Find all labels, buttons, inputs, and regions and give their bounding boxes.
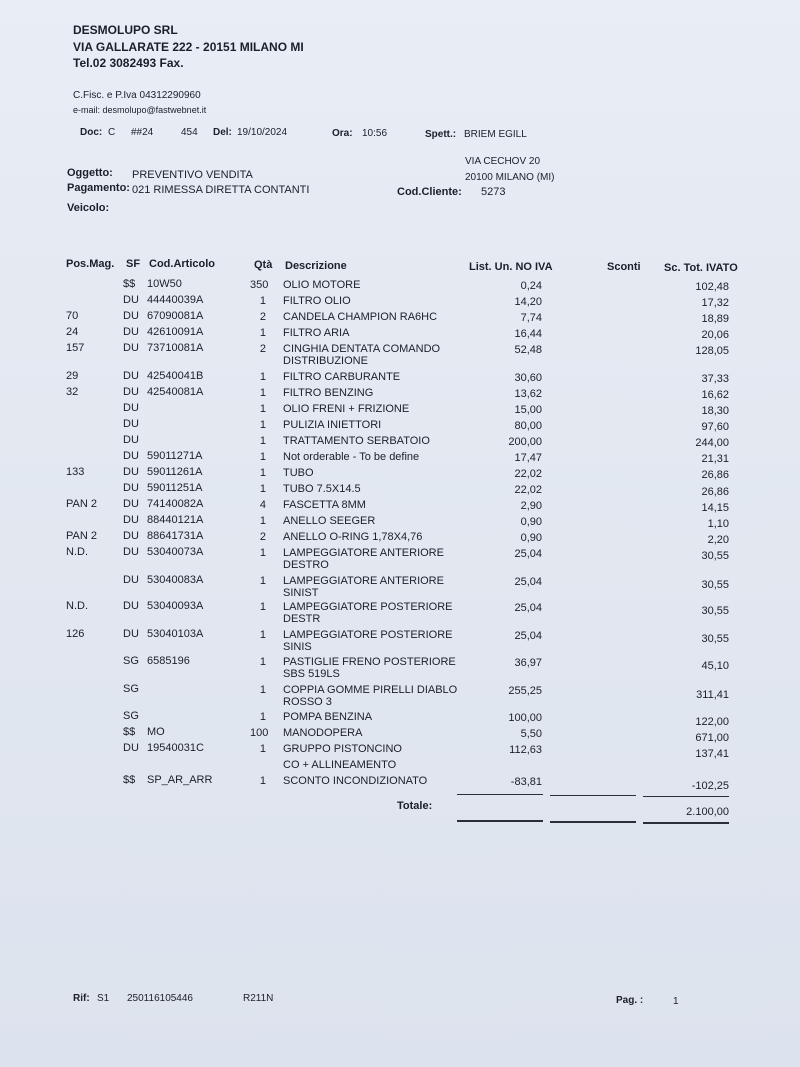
row-descrizione [283,515,375,527]
row-list-price: 7,74 [520,312,542,324]
row-total: 30,55 [701,633,729,645]
row-descrizione-line1: CO + ALLINEAMENTO [283,759,397,771]
row-total: 37,33 [701,373,729,385]
row-descrizione-line1: PASTIGLIE FRENO POSTERIORE [283,656,456,668]
rif-code: S1 [97,993,110,1004]
row-total: -102,25 [691,780,729,792]
row-list-price: 25,04 [514,630,542,642]
row-sf: DU [123,310,139,322]
rif-number: 250116105446 [127,993,193,1004]
row-descrizione [283,629,453,653]
row-descrizione [283,743,402,755]
row-pos-mag: 29 [66,370,79,382]
row-descrizione-line1: TUBO [283,467,314,479]
cod-cliente-value: 5273 [481,186,506,198]
row-list-price: 16,44 [514,328,542,340]
row-qta: 1 [259,711,266,723]
row-qta: 2 [259,343,266,355]
row-descrizione-line1: OLIO FRENI + FRIZIONE [283,403,410,415]
row-cod-articolo: 53040073A [147,546,204,558]
row-total: 17,32 [701,297,729,309]
doc-code: 454 [181,127,198,138]
row-cod-articolo: 42540041B [147,370,204,382]
totale-label: Totale: [397,800,433,812]
row-total: 2,20 [707,534,729,546]
row-descrizione [283,419,381,431]
row-descrizione [283,467,314,479]
col-sconti-header: Sconti [607,261,641,273]
row-qta: 1 [259,515,266,527]
table-row [0,342,800,372]
row-cod-articolo: 6585196 [147,655,190,667]
row-list-price: 17,47 [514,452,542,464]
row-descrizione-line1: FILTRO BENZING [283,387,374,399]
row-cod-articolo: 53040093A [147,600,204,612]
row-descrizione-line1: ANELLO O-RING 1,78X4,76 [283,531,423,543]
oggetto-label: Oggetto: [67,167,113,179]
pagamento-label: Pagamento: [67,182,130,194]
row-cod-articolo: 59011251A [147,482,203,494]
row-descrizione [283,684,457,708]
row-descrizione [283,387,373,399]
row-descrizione-line2: ROSSO 3 [283,696,332,708]
total-rule-list [457,820,543,822]
row-total: 30,55 [701,550,729,562]
row-descrizione-line2: SBS 519LS [283,668,340,680]
row-total: 20,06 [701,329,729,341]
col-desc-header: Descrizione [285,260,347,272]
row-descrizione-line1: POMPA BENZINA [283,711,373,723]
page-label: Pag. : [616,995,644,1006]
row-list-price: 25,04 [514,602,542,614]
row-qta: 1 [259,775,266,787]
row-total: 18,30 [701,405,729,417]
row-descrizione-line2: DESTR [283,613,321,625]
row-sf: SG [123,655,139,667]
row-sf: DU [123,742,139,754]
row-descrizione [283,371,400,383]
row-sf: $$ [123,726,136,738]
row-list-price: 0,90 [520,532,542,544]
row-qta: 1 [259,387,266,399]
row-descrizione [283,327,349,339]
row-qta: 1 [259,575,266,587]
row-pos-mag: PAN 2 [66,530,97,542]
row-sf: DU [123,450,139,462]
row-qta: 1 [259,684,266,696]
row-cod-articolo: 88440121A [147,514,204,526]
row-descrizione [283,575,444,599]
company-address: VIA GALLARATE 222 - 20151 MILANO MI [73,40,304,54]
totale-value: 2.100,00 [686,806,729,818]
customer-city: 20100 MILANO (MI) [465,172,555,183]
row-qta: 1 [259,743,266,755]
row-total: 137,41 [695,748,729,760]
row-descrizione [283,403,409,415]
customer-name: BRIEM EGILL [464,129,527,140]
row-pos-mag: 126 [66,628,85,640]
row-sf: DU [123,326,139,338]
row-sf: DU [123,546,139,558]
row-list-price: 22,02 [514,468,542,480]
row-descrizione-line2: SINIST [283,587,319,599]
row-descrizione-line1: Not orderable - To be define [283,451,420,463]
rif-label: Rif: [73,993,90,1004]
row-list-price: 22,02 [514,484,542,496]
row-descrizione-line1: PULIZIA INIETTORI [283,419,382,431]
row-cod-articolo: 88641731A [147,530,204,542]
row-pos-mag: 24 [66,326,79,338]
row-qta: 1 [259,629,266,641]
row-sf: DU [123,370,139,382]
oggetto-value: PREVENTIVO VENDITA [132,169,253,181]
row-descrizione-line1: CINGHIA DENTATA COMANDO [283,343,441,355]
row-qta: 1 [259,371,266,383]
row-qta: 1 [259,451,266,463]
company-email: e-mail: desmolupo@fastwebnet.it [73,105,207,115]
row-total: 18,89 [701,313,729,325]
row-list-price: 2,90 [520,500,542,512]
row-descrizione-line1: SCONTO INCONDIZIONATO [283,775,428,787]
company-name: DESMOLUPO SRL [73,23,178,37]
doc-time: 10:56 [362,128,388,139]
row-total: 311,41 [696,689,729,701]
row-qta: 1 [259,601,266,613]
row-total: 671,00 [695,732,729,744]
row-descrizione [283,451,419,463]
row-descrizione-line1: GRUPPO PISTONCINO [283,743,402,755]
rif-extra: R211N [243,993,274,1004]
row-list-price: 25,04 [514,576,542,588]
row-sf: DU [123,498,139,510]
row-qta: 1 [259,467,266,479]
row-total: 244,00 [695,437,729,449]
row-descrizione-line2: DESTRO [283,559,329,571]
row-cod-articolo: 42540081A [147,386,204,398]
row-cod-articolo: 67090081A [147,310,204,322]
row-sf: $$ [123,278,136,290]
row-total: 97,60 [701,421,729,433]
row-descrizione-line2: DISTRIBUZIONE [283,355,368,367]
row-descrizione-line1: FASCETTA 8MM [283,499,366,511]
row-total: 1,10 [707,518,729,530]
total-rule-sconti [550,821,636,823]
row-descrizione-line1: LAMPEGGIATORE POSTERIORE [283,601,453,613]
row-sf: $$ [123,774,136,786]
row-qta: 1 [259,483,266,495]
row-list-price: 5,50 [520,728,542,740]
row-qta: 4 [259,499,266,511]
row-list-price: 52,48 [514,344,542,356]
row-list-price: 255,25 [508,685,542,697]
row-sf: DU [123,530,139,542]
row-cod-articolo: 53040103A [147,628,204,640]
row-sf: DU [123,628,139,640]
row-total: 128,05 [695,345,729,357]
doc-number: ##24 [131,127,154,138]
doc-label: Doc: [80,127,103,138]
row-list-price: 80,00 [514,420,542,432]
row-descrizione [283,601,453,625]
col-qta-header: Qtà [254,259,273,271]
row-list-price: 112,63 [509,744,542,756]
date-label: Del: [213,127,232,138]
row-total: 21,31 [701,453,729,465]
row-list-price: 15,00 [514,404,542,416]
row-descrizione [283,483,361,495]
row-sf: DU [123,466,139,478]
row-sf: DU [123,294,139,306]
row-total: 26,86 [701,486,729,498]
row-sf: DU [123,418,139,430]
row-cod-articolo: 59011271A [147,450,203,462]
table-row [0,655,800,685]
row-sf: DU [123,342,139,354]
row-descrizione [283,311,437,323]
row-descrizione [283,656,456,680]
row-descrizione [283,343,440,367]
row-descrizione-line1: ANELLO SEEGER [283,515,376,527]
row-qta: 2 [259,311,266,323]
row-descrizione [283,727,362,739]
row-descrizione [283,279,360,291]
row-descrizione-line1: LAMPEGGIATORE POSTERIORE [283,629,453,641]
row-list-price: 14,20 [514,296,542,308]
row-list-price: 25,04 [514,548,542,560]
col-pos-header: Pos.Mag. [66,258,115,270]
row-descrizione [283,775,427,787]
row-sf: SG [123,710,139,722]
doc-type: C [108,127,116,138]
col-cod-header: Cod.Articolo [149,258,215,270]
row-qta: 350 [250,279,269,291]
row-descrizione-line1: FILTRO CARBURANTE [283,371,401,383]
row-sf: SG [123,683,139,695]
total-rule-tot [643,822,729,824]
row-total: 30,55 [701,605,729,617]
row-descrizione-line1: COPPIA GOMME PIRELLI DIABLO [283,684,458,696]
row-sf: DU [123,482,139,494]
row-cod-articolo: MO [147,726,165,738]
row-descrizione [283,547,444,571]
row-descrizione-line2: SINIS [283,641,312,653]
row-list-price: 30,60 [514,372,542,384]
row-total: 26,86 [701,469,729,481]
row-pos-mag: 70 [66,310,79,322]
customer-street: VIA CECHOV 20 [465,156,541,167]
row-list-price: 200,00 [508,436,542,448]
row-sf: DU [123,434,139,446]
row-sf: DU [123,574,139,586]
table-row [0,683,800,713]
row-list-price: 0,24 [520,280,542,292]
row-descrizione-line1: FILTRO ARIA [283,327,350,339]
row-qta: 1 [259,295,266,307]
row-list-price: 36,97 [514,657,542,669]
row-total: 14,15 [701,502,729,514]
row-descrizione [283,499,366,511]
row-list-price: 13,62 [514,388,542,400]
row-qta: 1 [259,419,266,431]
row-pos-mag: 133 [66,466,85,478]
row-qta: 1 [259,435,266,447]
row-pos-mag: PAN 2 [66,498,97,510]
row-descrizione-line1: OLIO MOTORE [283,279,361,291]
page-number: 1 [673,996,679,1007]
row-sf: DU [123,514,139,526]
row-total: 30,55 [701,579,729,591]
row-qta: 1 [259,327,266,339]
row-cod-articolo: 10W50 [147,278,182,290]
col-sf-header: SF [126,258,141,270]
row-total: 122,00 [695,716,729,728]
row-qta: 1 [259,656,266,668]
row-sf: DU [123,386,139,398]
col-list-header: List. Un. NO IVA [469,261,553,273]
subtotal-rule-sconti [550,795,636,796]
row-cod-articolo: SP_AR_ARR [147,774,213,786]
row-qta: 1 [259,403,266,415]
row-list-price: -83,81 [510,776,542,788]
row-total: 102,48 [695,281,729,293]
row-cod-articolo: 44440039A [147,294,204,306]
row-qta: 100 [250,727,269,739]
row-descrizione-line1: LAMPEGGIATORE ANTERIORE [283,575,444,587]
doc-date: 19/10/2024 [237,127,288,138]
row-descrizione-line1: FILTRO OLIO [283,295,351,307]
company-vat: C.Fisc. e P.Iva 04312290960 [73,90,201,101]
row-cod-articolo: 59011261A [147,466,203,478]
row-pos-mag: N.D. [66,600,88,612]
row-descrizione-line1: MANODOPERA [283,727,363,739]
row-sf: DU [123,600,139,612]
time-label: Ora: [332,128,353,139]
row-pos-mag: 32 [66,386,79,398]
row-qta: 1 [259,547,266,559]
row-descrizione [283,711,372,723]
row-descrizione [283,759,396,771]
row-total: 45,10 [701,660,729,672]
row-cod-articolo: 42610091A [147,326,204,338]
row-descrizione-line1: TUBO 7.5X14.5 [283,483,361,495]
row-descrizione-line1: TRATTAMENTO SERBATOIO [283,435,430,447]
row-pos-mag: N.D. [66,546,88,558]
subtotal-rule-list [457,794,543,795]
row-total: 16,62 [701,389,729,401]
spett-label: Spett.: [425,129,457,140]
col-tot-header: Sc. Tot. IVATO [664,262,738,274]
row-descrizione-line1: LAMPEGGIATORE ANTERIORE [283,547,444,559]
cod-cliente-label: Cod.Cliente: [397,186,462,198]
row-cod-articolo: 73710081A [147,342,204,354]
row-cod-articolo: 19540031C [147,742,204,754]
row-pos-mag: 157 [66,342,85,354]
veicolo-label: Veicolo: [67,202,110,214]
subtotal-rule-tot [643,796,729,797]
row-descrizione [283,531,422,543]
row-cod-articolo: 53040083A [147,574,204,586]
row-list-price: 0,90 [520,516,542,528]
row-descrizione [283,435,430,447]
table-row [0,600,800,630]
row-qta: 2 [259,531,266,543]
row-list-price: 100,00 [508,712,542,724]
table-row [0,628,800,658]
row-descrizione-line1: CANDELA CHAMPION RA6HC [283,311,438,323]
row-cod-articolo: 74140082A [147,498,204,510]
table-row [0,546,800,576]
row-sf: DU [123,402,139,414]
pagamento-value: 021 RIMESSA DIRETTA CONTANTI [132,184,310,196]
row-descrizione [283,295,351,307]
company-phone: Tel.02 3082493 Fax. [73,56,184,70]
